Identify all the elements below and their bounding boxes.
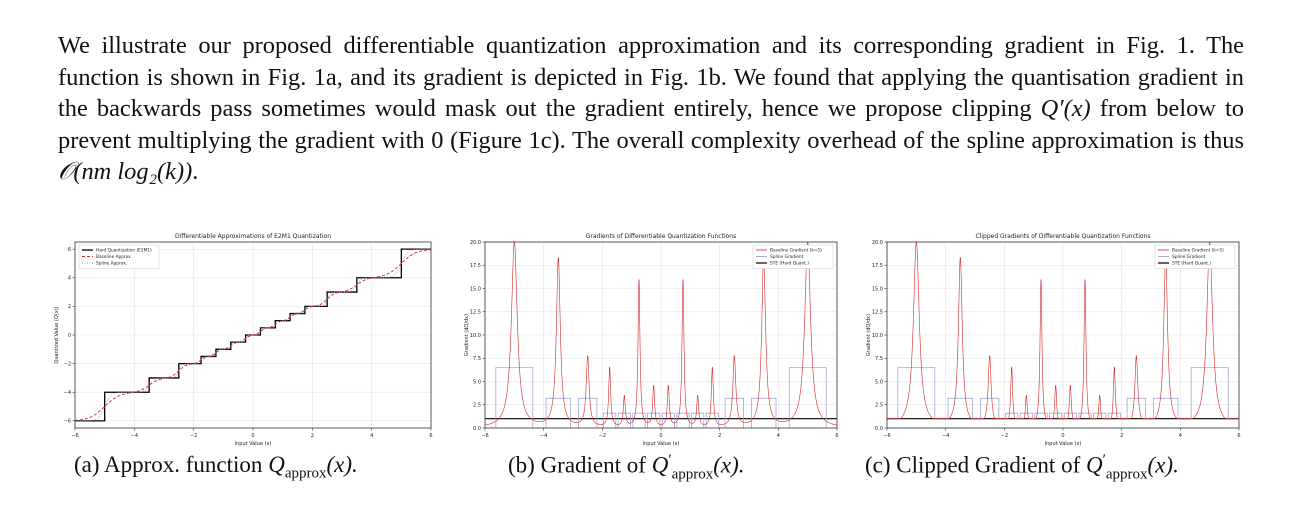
- y-tick-label: 17.5: [871, 263, 883, 270]
- y-tick-label: 12.5: [469, 309, 481, 316]
- x-tick-label: −4: [130, 433, 139, 439]
- y-tick-label: 10.0: [469, 332, 481, 339]
- x-axis-label: Input Value (x): [1044, 441, 1082, 447]
- caption-c-text: (c) Clipped Gradient of: [865, 452, 1086, 478]
- legend-label: STE (Hard Quant.): [1172, 261, 1211, 267]
- x-axis-label: Input Value (x): [642, 441, 680, 447]
- spline-gradient-box: [618, 413, 630, 428]
- x-tick-label: −2: [598, 433, 607, 439]
- x-tick-label: −6: [481, 433, 489, 439]
- spline-gradient-box: [604, 413, 616, 428]
- y-tick-label: 20.0: [469, 239, 481, 246]
- x-tick-label: 2: [718, 433, 722, 439]
- y-tick-label: 7.5: [473, 356, 481, 363]
- legend-label: Spline Gradient: [1172, 255, 1206, 261]
- y-axis-label: Gradient (dQ/dx): [464, 313, 470, 357]
- caption-c-subscript: approx: [1105, 466, 1148, 483]
- y-tick-label: 0.0: [875, 425, 883, 432]
- spline-gradient-box: [1064, 413, 1076, 419]
- legend-label: Baseline Gradient (k=5): [770, 248, 822, 254]
- y-tick-label: 7.5: [875, 356, 883, 363]
- y-tick-label: 2.5: [473, 402, 481, 409]
- x-tick-label: 4: [1178, 433, 1182, 439]
- spline-gradient-box: [948, 398, 973, 418]
- y-tick-label: 10.0: [871, 332, 883, 339]
- chart-gradients: [460, 232, 845, 452]
- x-tick-label: 4: [776, 433, 780, 439]
- x-tick-label: 6: [1237, 433, 1241, 439]
- caption-c-arg: (x).: [1147, 452, 1179, 478]
- caption-c-symbol: Q: [1085, 452, 1103, 478]
- caption-a-subscript: approx: [284, 465, 327, 482]
- y-tick-label: −4: [63, 390, 71, 397]
- figure-c: [862, 232, 1247, 452]
- y-tick-label: 20.0: [871, 239, 883, 246]
- paragraph-sentence-2: from below to prevent multiplying the gradient with 0 (Figure 1c). The overall complexity overhead of the spline approximation is thus: [58, 95, 1244, 154]
- legend-label: Baseline Gradient (k=5): [1172, 248, 1224, 254]
- caption-a-text: (a) Approx. function: [74, 452, 269, 477]
- chart-title: Differentiable Approximations of E2M1 Quantization: [174, 233, 332, 240]
- caption-b: [508, 452, 745, 483]
- figure-b: [460, 232, 845, 452]
- spline-gradient-box: [898, 368, 935, 419]
- math-complexity: 𝒪(nm log₂(k)): [58, 158, 193, 185]
- spline-gradient-box: [1127, 398, 1145, 418]
- math-q-prime: Q′(x): [1040, 95, 1091, 122]
- x-tick-label: −4: [539, 433, 548, 439]
- y-tick-label: −6: [63, 418, 71, 425]
- x-tick-label: −2: [189, 433, 198, 439]
- caption-b-text: (b) Gradient of: [508, 452, 652, 478]
- caption-c: [865, 452, 1179, 483]
- caption-c-prime: ′: [1102, 452, 1106, 468]
- y-tick-label: −2: [63, 361, 71, 368]
- spline-gradient-box: [692, 413, 704, 428]
- spline-gradient-box: [751, 398, 776, 428]
- chart-title: Gradients of Differentiable Quantization Functions: [585, 233, 737, 240]
- caption-b-arg: (x).: [713, 452, 745, 478]
- x-tick-label: 2: [310, 433, 314, 439]
- x-tick-label: 6: [835, 433, 839, 439]
- spline-gradient-box: [578, 398, 596, 428]
- x-tick-label: −6: [71, 433, 79, 439]
- legend-label: Spline Gradient: [770, 255, 804, 261]
- paragraph-text: [58, 30, 1244, 188]
- y-tick-label: 0: [67, 332, 71, 339]
- x-tick-label: 0: [1061, 433, 1065, 439]
- spline-gradient-box: [1108, 413, 1120, 419]
- y-tick-label: 4: [67, 275, 71, 282]
- caption-a-arg: (x).: [326, 452, 358, 477]
- chart-clipped-gradients: [862, 232, 1247, 452]
- y-tick-label: 2.5: [875, 402, 883, 409]
- caption-a-symbol: Q: [268, 452, 285, 477]
- spline-gradient-box: [1050, 413, 1062, 419]
- spline-gradient-box: [662, 413, 674, 428]
- caption-b-symbol: Q: [651, 452, 669, 478]
- y-tick-label: 6: [67, 246, 71, 253]
- legend-label: Baseline Approx.: [96, 255, 133, 261]
- spline-gradient-box: [1191, 368, 1228, 419]
- chart-title: Clipped Gradients of Differentiable Quantization Functions: [975, 233, 1151, 240]
- paragraph-sentence-1: We illustrate our proposed differentiable quantization approximation and its corresponding gradient in Fig. 1. The function is shown in Fig. 1a, and its gradient is depicted in Fig. 1b. We found that applying the quantisation gradient in the backwards pass sometimes would mask out the gradient entirely, hence we propose clipping: [58, 32, 1244, 122]
- y-tick-label: 12.5: [871, 309, 883, 316]
- x-tick-label: −6: [883, 433, 891, 439]
- y-tick-label: 5.0: [875, 379, 883, 386]
- x-tick-label: −2: [1000, 433, 1009, 439]
- y-tick-label: 15.0: [469, 286, 481, 293]
- x-tick-label: 6: [429, 433, 433, 439]
- x-tick-label: 0: [659, 433, 663, 439]
- y-tick-label: 2: [67, 304, 71, 311]
- legend-label: Hard Quantization (E2M1): [96, 248, 152, 254]
- y-tick-label: 17.5: [469, 263, 481, 270]
- caption-b-subscript: approx: [671, 466, 714, 483]
- spline-gradient-box: [980, 398, 998, 418]
- x-axis-label: Input Value (x): [234, 441, 272, 447]
- y-tick-label: 0.0: [473, 425, 481, 432]
- spline-gradient-box: [1006, 413, 1018, 419]
- figure-a: [54, 232, 438, 452]
- spline-gradient-box: [1020, 413, 1032, 419]
- y-tick-label: 15.0: [871, 286, 883, 293]
- body-paragraph: [58, 30, 1244, 188]
- paragraph-end: .: [192, 158, 199, 185]
- chart-approximation: [54, 232, 438, 452]
- spline-gradient-box: [546, 398, 571, 428]
- y-axis-label: Quantized Value (Q(x)): [54, 306, 60, 364]
- spline-gradient-box: [1094, 413, 1106, 419]
- spline-gradient-box: [725, 398, 743, 428]
- y-tick-label: 5.0: [473, 379, 481, 386]
- x-tick-label: 0: [251, 433, 255, 439]
- x-tick-label: 4: [370, 433, 374, 439]
- legend-label: Spline Approx.: [96, 261, 128, 267]
- legend-label: STE (Hard Quant.): [770, 261, 809, 267]
- y-axis-label: Gradient (dQ/dx): [866, 313, 872, 357]
- x-tick-label: 2: [1120, 433, 1124, 439]
- x-tick-label: −4: [941, 433, 950, 439]
- spline-gradient-box: [648, 413, 660, 428]
- spline-gradient-box: [706, 413, 718, 428]
- spline-gradient-box: [1153, 398, 1178, 418]
- caption-a: [74, 452, 358, 483]
- caption-b-prime: ′: [668, 452, 672, 468]
